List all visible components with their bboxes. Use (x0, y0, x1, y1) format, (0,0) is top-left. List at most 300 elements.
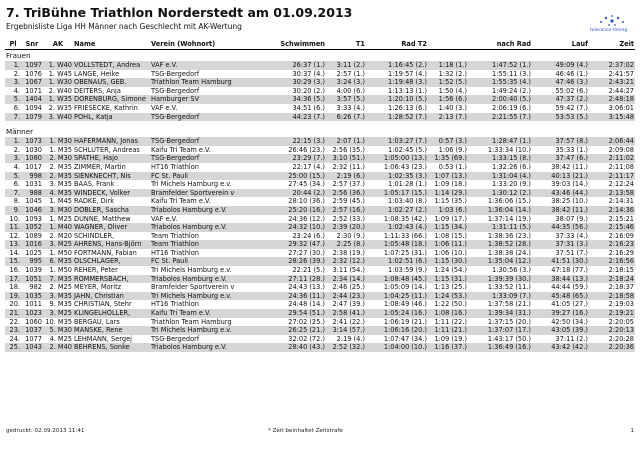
cell-lauf: 37:31 (3.) (532, 240, 589, 249)
cell-nach-rad: 1:36:06 (15.) (487, 197, 531, 206)
cell-nach-rad: 1:37:14 (19.) (487, 214, 531, 223)
cell-verein: Triathlon Team Hamburg (151, 317, 232, 326)
cell-ak: 1. W40 (43, 61, 73, 70)
cell-name: DEITERS, Anja (74, 86, 121, 95)
cell-pl: 22. (9, 317, 20, 326)
cell-name: ÖLSCHLÄGER, (73, 257, 150, 266)
cell-name: KLINGELHÖLLER, (73, 309, 150, 318)
cell-ak: 3. M35 (43, 292, 73, 301)
tolerance-timing-logo (590, 13, 634, 35)
cell-snr: 1052 (21, 223, 43, 232)
table-row (5, 215, 635, 224)
cell-zeit: 2:19:21 (589, 309, 635, 318)
cell-nach-rad: 1:28:47 (1.) (468, 137, 532, 146)
cell-zeit: 2:16:23 (589, 240, 635, 249)
table-row (5, 87, 635, 96)
cell-ak: 2. W35 (48, 103, 72, 112)
table-row (5, 113, 635, 122)
cell-t1: 2:56 (36.) (326, 189, 366, 198)
cell-nach-rad: 1:32:26 (6.) (492, 162, 531, 171)
cell-t1: 2:57 (37.) (332, 180, 365, 189)
cell-t1: 2:07 (1.) (326, 137, 366, 146)
cell-lauf: 55:02 (6.) (555, 86, 588, 95)
cell-snr: 1046 (21, 206, 43, 215)
cell-zeit: 2:20:36 (589, 343, 635, 352)
cell-nach-rad: 1:33:09 (7.) (468, 292, 532, 301)
header-rad-t2: Rad T2 (366, 39, 428, 50)
cell-name: JAHN, Christian (73, 292, 150, 301)
cell-lauf: 47:37 (2.) (532, 95, 589, 104)
cell-name: MANSKE, Rene (73, 326, 150, 335)
cell-t1: 2:25 (8.) (326, 240, 366, 249)
table-row (5, 104, 635, 113)
cell-name: FORTMANN, Fabian (74, 248, 137, 257)
cell-zeit: 2:12:24 (608, 180, 634, 189)
table-row (5, 78, 635, 87)
cell-snr: 1025 (25, 248, 42, 257)
cell-pl: 10. (9, 214, 20, 223)
cell-snr: 1076 (25, 69, 42, 78)
cell-ak: 3. M35 (49, 180, 72, 189)
cell-rad: 1:26:13 (6.) (388, 103, 427, 112)
cell-t1: 4:00 (6.) (336, 86, 365, 95)
cell-swim: 24:36 (12.) (288, 214, 325, 223)
cell-nach-rad: 1:39:34 (31.) (468, 309, 532, 318)
document-subtitle: Ergebnisliste Liga HH Männer nach Geschlecht mit AK-Wertung (6, 22, 242, 31)
cell-zeit: 2:16:29 (608, 248, 634, 257)
cell-snr: 1077 (25, 334, 42, 343)
cell-zeit: 2:20:05 (608, 317, 634, 326)
cell-pl: 7. (5, 113, 21, 122)
cell-snr: 1094 (25, 103, 42, 112)
cell-t2: 1:24 (54.) (434, 266, 467, 275)
cell-lauf: 47:46 (3.) (532, 78, 589, 87)
cell-snr: 1079 (21, 113, 43, 122)
cell-swim: 27:02 (25.) (288, 317, 325, 326)
cell-swim: 26:25 (21.) (262, 326, 326, 335)
cell-name: LEHMANN, Sergej (74, 334, 132, 343)
cell-t1: 2:46 (25.) (332, 283, 365, 292)
printed-date: gedruckt: 02.09.2013 11:41 (6, 428, 85, 434)
cell-verein: Kaifu Tri Team e.V. (151, 145, 211, 154)
cell-t1: 2:32 (11.) (332, 162, 365, 171)
cell-ak: 1. W45 (48, 69, 72, 78)
cell-t2: 1:06 (9.) (438, 145, 467, 154)
cell-zeit: 2:14:36 (589, 206, 635, 215)
cell-verein: TSG-Bergedorf (151, 86, 200, 95)
cell-nach-rad: 1:31:11 (5.) (468, 223, 532, 232)
table-row (5, 249, 635, 258)
cell-t2: 0:57 (3.) (428, 137, 468, 146)
cell-verein: Tri Michels Hamburg e.v. (151, 266, 232, 275)
cell-nach-rad: 1:49:24 (2.) (492, 86, 531, 95)
cell-zeit: 2:19:03 (608, 300, 634, 309)
cell-verein: TSG-Bergedorf (150, 137, 262, 146)
cell-verein: Hamburger SV (150, 95, 262, 104)
cell-lauf: 42:50 (34.) (551, 317, 588, 326)
cell-name: SCHINDLER, (74, 231, 115, 240)
cell-pl: 11. (5, 223, 21, 232)
cell-verein: Bramfelder Sportverein v (150, 189, 262, 198)
cell-verein: Triabolos Hamburg e.V. (150, 223, 262, 232)
cell-t1: 3:14 (57.) (326, 326, 366, 335)
cell-name: WAGNER, Oliver (73, 223, 150, 232)
cell-name: BERGAU, Lars (74, 317, 120, 326)
cell-verein: FC St. Pauli (150, 257, 262, 266)
cell-ak: 10. M35 (45, 317, 72, 326)
cell-pl: 5. (5, 172, 21, 181)
cell-rad: 1:03:59 (9.) (388, 266, 427, 275)
cell-verein: Kaifu Tri Team e.V. (151, 197, 211, 206)
cell-t2: 1:18 (1.) (428, 61, 468, 70)
cell-snr: 1023 (21, 309, 43, 318)
cell-rad: 1:28:52 (7.) (366, 113, 428, 122)
cell-verein: Triabolos Hamburg e.V. (150, 343, 262, 352)
cell-name: RADKE, Dirk (74, 197, 115, 206)
cell-t2: 1:07 (13.) (428, 172, 468, 181)
cell-snr: 1097 (21, 61, 43, 70)
cell-lauf: 43:42 (42.) (532, 343, 589, 352)
cell-snr: 998 (21, 172, 43, 181)
cell-lauf: 35:33 (1.) (555, 145, 588, 154)
cell-pl: 24. (9, 334, 20, 343)
cell-name: AHRENS, Hans-Björn (73, 240, 150, 249)
cell-verein: VAF e.V. (151, 103, 178, 112)
cell-lauf: 38:42 (11.) (551, 162, 588, 171)
table-row (5, 309, 635, 318)
cell-swim: 27:11 (28.) (262, 275, 326, 284)
cell-swim: 20:44 (2.) (262, 189, 326, 198)
header-lauf: Lauf (532, 39, 589, 50)
cell-name: VOLLSTEDT, Andrea (73, 61, 150, 70)
cell-nach-rad: 2:21:55 (7.) (468, 113, 532, 122)
cell-swim: 29:54 (51.) (262, 309, 326, 318)
cell-snr: 1039 (25, 266, 42, 275)
cell-t2: 1:06 (10.) (434, 248, 467, 257)
cell-verein: Triathlon Team Hamburg (150, 78, 262, 87)
cell-zeit: 2:16:56 (589, 257, 635, 266)
cell-snr: 1404 (21, 95, 43, 104)
cell-ak: 2. M35 (49, 162, 72, 171)
cell-swim: 24:48 (14.) (288, 300, 325, 309)
cell-nach-rad: 1:38:52 (28.) (468, 240, 532, 249)
header-ak: AK (43, 39, 73, 50)
cell-zeit: 2:48:18 (589, 95, 635, 104)
cell-t2: 1:06 (11.) (428, 240, 468, 249)
cell-zeit: 2:20:13 (589, 326, 635, 335)
cell-lauf: 38:25 (10.) (551, 197, 588, 206)
cell-pl: 12. (9, 231, 20, 240)
table-header-row (5, 39, 635, 50)
cell-rad: 1:19:48 (3.) (366, 78, 428, 87)
cell-t2: 1:15 (35.) (434, 197, 467, 206)
cell-verein: HT16 Triathlon (151, 300, 199, 309)
cell-name: DÜNNE, Matthew (74, 214, 131, 223)
cell-rad: 1:02:51 (6.) (366, 257, 428, 266)
header-zeit: Zeit (589, 39, 635, 50)
cell-lauf: 59:42 (7.) (555, 103, 588, 112)
cell-swim: 27:27 (30.) (288, 248, 325, 257)
cell-t2: 1:22 (50.) (434, 300, 467, 309)
cell-t2: 1:11 (22.) (434, 317, 467, 326)
cell-pl: 21. (5, 309, 21, 318)
section-label: Männer (6, 127, 34, 137)
table-row (5, 180, 635, 189)
cell-verein: TSG-Bergedorf (151, 69, 200, 78)
table-row (5, 283, 635, 292)
cell-zeit: 2:43:21 (589, 78, 635, 87)
cell-rad: 1:01:28 (1.) (388, 180, 427, 189)
cell-t1: 2:52 (32.) (326, 343, 366, 352)
cell-verein: Triabolos Hamburg e.V. (150, 206, 262, 215)
logo-text: tolerance-timing (590, 28, 628, 33)
cell-lauf: 43:46 (44.) (532, 189, 589, 198)
cell-nach-rad: 1:38:38 (24.) (487, 248, 531, 257)
page-number: 1 (630, 428, 634, 434)
cell-ak: 1. M30 (43, 137, 73, 146)
cell-t2: 1:40 (3.) (438, 103, 467, 112)
cell-t2: 1:50 (4.) (438, 86, 467, 95)
cell-zeit: 3:15:48 (589, 113, 635, 122)
cell-verein: VAF e.V. (151, 214, 178, 223)
cell-swim: 26:37 (1.) (262, 61, 326, 70)
cell-name: HAFERMANN, Jonas (73, 137, 150, 146)
cell-verein: Tri Michels Hamburg e.v. (151, 180, 232, 189)
cell-pl: 17. (5, 275, 21, 284)
cell-lauf: 39:27 (16.) (532, 309, 589, 318)
cell-t1: 2:56 (35.) (332, 145, 365, 154)
cell-lauf: 43:05 (39.) (532, 326, 589, 335)
cell-name: FRIESECKE, Kathrin (74, 103, 138, 112)
cell-t2: 1:24 (53.) (428, 292, 468, 301)
cell-t2: 1:13 (25.) (434, 283, 467, 292)
cell-ak: 7. M35 (43, 275, 73, 284)
table-row (5, 318, 635, 327)
cell-rad: 1:02:45 (5.) (388, 145, 427, 154)
cell-zeit: 2:15:21 (608, 214, 634, 223)
table-row (5, 137, 635, 146)
cell-pl: 4. (13, 86, 20, 95)
cell-t1: 2:58 (41.) (326, 309, 366, 318)
cell-pl: 14. (9, 248, 20, 257)
cell-zeit: 2:11:08 (608, 162, 634, 171)
cell-lauf: 41:05 (27.) (551, 300, 588, 309)
cell-pl: 25. (5, 343, 21, 352)
cell-swim: 25:00 (15.) (262, 172, 326, 181)
cell-name: DORENBURG, Simone (73, 95, 150, 104)
cell-t1: 2:19 (4.) (336, 334, 365, 343)
cell-zeit: 3:06:01 (608, 103, 634, 112)
cell-swim: 25:20 (16.) (262, 206, 326, 215)
cell-nach-rad: 1:37:15 (20.) (487, 317, 531, 326)
cell-swim: 27:45 (34.) (288, 180, 325, 189)
table-row (5, 223, 635, 232)
cell-verein: TSG-Bergedorf (150, 113, 262, 122)
cell-verein: VAF e.V. (150, 61, 262, 70)
section-header (5, 126, 635, 137)
table-row (5, 197, 635, 206)
cell-nach-rad: 2:06:19 (6.) (492, 103, 531, 112)
cell-ak: 4. M35 (43, 189, 73, 198)
cell-snr: 1080 (21, 154, 43, 163)
cell-snr: 1043 (21, 343, 43, 352)
cell-ak: 1. M25 (49, 214, 72, 223)
cell-t1: 2:57 (1.) (336, 69, 365, 78)
cell-pl: 2. (13, 145, 20, 154)
cell-verein: Triabolos Hamburg e.V. (150, 275, 262, 284)
cell-swim: 29:32 (47.) (262, 240, 326, 249)
cell-swim: 30:29 (3.) (262, 78, 326, 87)
table-row (5, 266, 635, 275)
cell-pl: 2. (13, 69, 20, 78)
cell-pl: 5. (5, 95, 21, 104)
cell-rad: 1:06:19 (21.) (383, 317, 427, 326)
cell-pl: 9. (5, 206, 21, 215)
cell-zeit: 2:20:28 (608, 334, 634, 343)
section-label: Frauen (6, 51, 31, 60)
cell-t1: 3:11 (54.) (332, 266, 365, 275)
cell-pl: 3. (5, 154, 21, 163)
cell-rad: 1:07:47 (34.) (383, 334, 427, 343)
header-snr: Snr (21, 39, 43, 50)
cell-pl: 16. (9, 266, 20, 275)
cell-ak: 2. M40 (43, 343, 73, 352)
cell-pl: 3. (5, 78, 21, 87)
cell-ak: 2. M30 (43, 154, 73, 163)
header-name: Name (73, 39, 150, 50)
cell-zeit: 2:41:57 (608, 69, 634, 78)
cell-name: ROMMERSBACH, (73, 275, 150, 284)
cell-t1: 2:32 (12.) (326, 257, 366, 266)
cell-nach-rad: 1:38:36 (23.) (487, 231, 531, 240)
cell-zeit: 2:14:31 (608, 197, 634, 206)
cell-snr: 1073 (21, 137, 43, 146)
cell-zeit: 2:18:37 (608, 283, 634, 292)
cell-pl: 6. (13, 103, 20, 112)
cell-lauf: 38:42 (11.) (532, 206, 589, 215)
cell-snr: 1067 (21, 78, 43, 87)
cell-lauf: 38:07 (9.) (555, 214, 588, 223)
cell-pl: 13. (5, 240, 21, 249)
cell-zeit: 2:09:08 (608, 145, 634, 154)
cell-nach-rad: 1:31:04 (4.) (468, 172, 532, 181)
cell-pl: 1. (5, 61, 21, 70)
cell-zeit: 2:37:02 (589, 61, 635, 70)
cell-t1: 2:39 (20.) (326, 223, 366, 232)
table-row (5, 275, 635, 284)
table-row (5, 61, 635, 70)
cell-nach-rad: 1:35:04 (12.) (468, 257, 532, 266)
cell-name: SPÄTHE, Hajo (73, 154, 150, 163)
results-table (5, 39, 635, 352)
cell-t1: 3:11 (2.) (326, 61, 366, 70)
cell-swim: 44:23 (7.) (262, 113, 326, 122)
cell-nach-rad: 1:37:58 (21.) (487, 300, 531, 309)
cell-pl: 23. (5, 326, 21, 335)
cell-nach-rad: 1:33:15 (8.) (468, 154, 532, 163)
cell-verein: TSG-Bergedorf (150, 154, 262, 163)
cell-snr: 1031 (25, 180, 42, 189)
cell-lauf: 47:18 (77.) (551, 266, 588, 275)
cell-ak: 2. M25 (49, 283, 72, 292)
cell-zeit: 2:13:58 (589, 189, 635, 198)
table-row (5, 257, 635, 266)
cell-nach-rad: 1:36:49 (16.) (468, 343, 532, 352)
table-row (5, 189, 635, 198)
cell-name: REHER, Peter (74, 266, 118, 275)
cell-name: ZIMMER, Martin (74, 162, 126, 171)
cell-name: OBENAUS, GEB. (73, 78, 150, 87)
cell-rad: 1:02:35 (3.) (366, 172, 428, 181)
cell-name: DÖBLER, Sascha (73, 206, 150, 215)
cell-swim: 23:29 (7.) (262, 154, 326, 163)
table-row (5, 232, 635, 241)
cell-pl: 19. (5, 292, 21, 301)
cell-verein: Tri Michels Hamburg e.v. (150, 326, 262, 335)
cell-name: BAAS, Frank (74, 180, 115, 189)
cell-nach-rad: 1:33:20 (9.) (492, 180, 531, 189)
cell-rad: 1:03:27 (7.) (366, 137, 428, 146)
cell-rad: 1:05:48 (18.) (366, 240, 428, 249)
cell-snr: 995 (21, 257, 43, 266)
cell-zeit: 2:18:58 (589, 292, 635, 301)
cell-ak: 1. W35 (43, 95, 73, 104)
cell-pl: 18. (9, 283, 20, 292)
header-swim: Schwimmen (262, 39, 326, 50)
cell-ak: 1. M35 (49, 145, 72, 154)
cell-ak: 3. M25 (43, 240, 73, 249)
cell-pl: 1. (5, 137, 21, 146)
cell-lauf: 45:48 (65.) (532, 292, 589, 301)
cell-snr: 1030 (25, 145, 42, 154)
cell-t1: 2:52 (33.) (332, 214, 365, 223)
cell-swim: 28:40 (43.) (262, 343, 326, 352)
table-row (5, 163, 635, 172)
cell-rad: 1:05:24 (16.) (366, 309, 428, 318)
cell-swim: 22:21 (5.) (292, 266, 325, 275)
cell-name: LANGE, Heike (74, 69, 120, 78)
section-header (5, 50, 635, 62)
cell-t1: 2:34 (14.) (326, 275, 366, 284)
cell-snr: 1071 (25, 86, 42, 95)
cell-swim: 28:26 (39.) (262, 257, 326, 266)
cell-t1: 6:26 (7.) (326, 113, 366, 122)
cell-verein: TSG-Bergedorf (151, 334, 200, 343)
cell-t2: 1:09 (18.) (434, 180, 467, 189)
cell-pl: 4. (13, 162, 20, 171)
cell-rad: 1:04:00 (10.) (366, 343, 428, 352)
cell-rad: 1:06:43 (23.) (383, 162, 427, 171)
cell-ak: 3. M30 (43, 206, 73, 215)
cell-nach-rad: 1:55:11 (3.) (492, 69, 531, 78)
cell-pl: 7. (5, 189, 21, 198)
cell-rad: 1:05:09 (14.) (383, 283, 427, 292)
cell-lauf: 49:09 (4.) (532, 61, 589, 70)
cell-verein: Bramfelder Sportverein v (151, 283, 235, 292)
cell-nach-rad: 1:55:35 (4.) (468, 78, 532, 87)
table-row (5, 292, 635, 301)
cell-zeit: 2:06:44 (589, 137, 635, 146)
cell-pl: 20. (9, 300, 20, 309)
cell-rad: 1:08:49 (46.) (383, 300, 427, 309)
cell-ak: 4. M25 (49, 334, 72, 343)
cell-t1: 2:41 (22.) (332, 317, 365, 326)
header-t1: T1 (326, 39, 366, 50)
cell-swim: 26:46 (23.) (288, 145, 325, 154)
cell-t2: 1:56 (6.) (428, 95, 468, 104)
cell-lauf: 37:47 (6.) (532, 154, 589, 163)
cell-snr: 982 (29, 283, 42, 292)
